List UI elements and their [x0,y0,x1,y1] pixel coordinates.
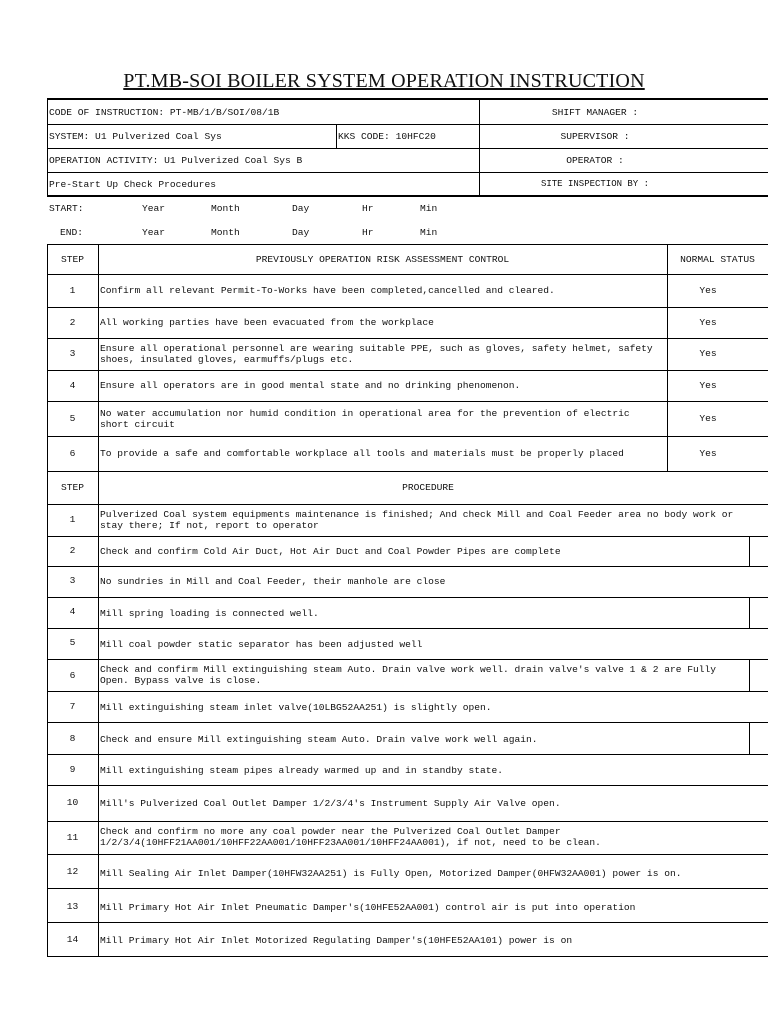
procedure-text: Mill spring loading is connected well. [100,608,319,619]
procedure-text: Pulverized Coal system equipments maintenance is finished; And check Mill and Coal Feeder area no body work or stay there; If not, report to operator [100,509,734,531]
start-month: Month [211,203,240,214]
risk-control-text: Ensure all operators are in good mental state and no drinking phenomenon. [100,380,521,391]
operator-label: OPERATOR : [566,155,624,166]
procedure-text: Check and ensure Mill extinguishing steam Auto. Drain valve work well again. [100,734,538,745]
risk-status-value: Yes [699,348,717,359]
procedure-step-number: 4 [69,606,76,617]
start-year: Year [142,203,166,214]
procedure-text: No sundries in Mill and Coal Feeder, their manhole are close [100,576,446,587]
procedure-step-number: 13 [66,901,79,912]
divider [47,172,768,173]
code-of-instruction: CODE OF INSTRUCTION: PT-MB/1/B/SOI/08/1B [49,107,280,118]
risk-step-header: STEP [60,254,85,265]
risk-step-number: 6 [69,448,76,459]
procedure-name: Pre-Start Up Check Procedures [49,179,216,190]
procedure-step-number: 12 [66,866,79,877]
divider [47,338,768,339]
divider [47,148,768,149]
divider [47,922,768,923]
divider [47,436,768,437]
divider [749,722,750,754]
start-label: START: [49,203,84,214]
divider [47,628,768,629]
procedure-text: Mill Sealing Air Inlet Damper(10HFW32AA251) is Fully Open, Motorized Damper(0HFW32AA001) power is on. [100,868,682,879]
risk-control-text: Confirm all relevant Permit-To-Works have been completed,cancelled and cleared. [100,285,555,296]
divider [47,659,768,660]
risk-control-header: PREVIOUSLY OPERATION RISK ASSESSMENT CONTROL [255,254,510,265]
risk-control-text: All working parties have been evacuated from the workplace [100,317,434,328]
end-year: Year [142,227,166,238]
start-min: Min [420,203,438,214]
end-month: Month [211,227,240,238]
divider [47,854,768,855]
procedure-text: Mill coal powder static separator has been adjusted well [100,639,423,650]
procedure-header: PROCEDURE [402,482,454,493]
divider [749,597,750,629]
divider [47,504,768,505]
procedure-step-number: 7 [69,701,76,712]
divider [47,566,768,567]
header-top-border [47,98,768,100]
end-hr: Hr [362,227,374,238]
procedure-step-number: 5 [69,637,76,648]
risk-step-number: 3 [69,348,76,359]
divider [749,536,750,567]
procedure-step-number: 1 [69,514,76,525]
risk-status-value: Yes [699,448,717,459]
end-label: END: [60,227,84,238]
procedure-text: Mill Primary Hot Air Inlet Pneumatic Damper's(10HFE52AA001) control air is put into operation [100,902,636,913]
procedure-step-number: 10 [66,797,79,808]
divider [47,195,768,197]
procedure-text: Check and confirm no more any coal powder near the Pulverized Coal Outlet Damper 1/2/3/4(10HFF21AA001/10HFF22AA001/10HFF23AA001/10HFF24AA001), if not, need to be clean. [100,826,601,848]
divider [47,691,768,692]
procedure-text: Mill's Pulverized Coal Outlet Damper 1/2/3/4's Instrument Supply Air Valve open. [100,798,561,809]
end-min: Min [420,227,438,238]
procedure-text: Check and confirm Cold Air Duct, Hot Air Duct and Coal Powder Pipes are complete [100,546,561,557]
divider [47,124,768,125]
divider [47,597,768,598]
risk-step-number: 2 [69,317,76,328]
procedure-step-number: 11 [66,832,79,843]
procedure-step-number: 2 [69,545,76,556]
divider [47,754,768,755]
divider [749,659,750,691]
divider [47,98,48,196]
risk-control-text: Ensure all operational personnel are wearing suitable PPE, such as gloves, safety helmet, safety shoes, insulated gloves, earmuffs/plugs etc. [100,343,653,365]
divider [336,124,337,148]
divider [47,274,768,275]
site-inspection-label: SITE INSPECTION BY : [540,179,650,189]
procedure-step-number: 3 [69,575,76,586]
risk-step-number: 1 [69,285,76,296]
divider [47,722,768,723]
risk-status-value: Yes [699,380,717,391]
supervisor-label: SUPERVISOR : [560,131,630,142]
divider [47,888,768,889]
risk-status-header: NORMAL STATUS [680,254,755,265]
procedure-text: Check and confirm Mill extinguishing steam Auto. Drain valve work well. drain valve's valve 1 & 2 are Fully Open. Bypass valve is close. [100,664,717,686]
divider [47,471,48,957]
page-title: PT.MB-SOI BOILER SYSTEM OPERATION INSTRUCTION [123,70,645,92]
operation-activity-label: OPERATION ACTIVITY: U1 Pulverized Coal Sys B [49,155,303,166]
procedure-step-number: 9 [69,764,76,775]
start-hr: Hr [362,203,374,214]
risk-status-value: Yes [699,285,717,296]
kks-code-label: KKS CODE: 10HFC20 [338,131,436,142]
system-label: SYSTEM: U1 Pulverized Coal Sys [49,131,222,142]
risk-control-text: No water accumulation nor humid condition in operational area for the prevention of electric short circuit [100,408,630,430]
divider [47,471,768,472]
divider [47,821,768,822]
divider [47,401,768,402]
risk-control-text: To provide a safe and comfortable workplace all tools and materials must be properly placed [100,448,624,459]
risk-status-value: Yes [699,413,717,424]
procedure-step-number: 6 [69,670,76,681]
procedure-text: Mill extinguishing steam inlet valve(10LBG52AA251) is slightly open. [100,702,492,713]
procedure-step-number: 14 [66,934,79,945]
divider [98,244,99,472]
end-day: Day [292,227,310,238]
procedure-step-header: STEP [60,482,85,493]
procedure-step-number: 8 [69,733,76,744]
divider [47,244,768,245]
divider [98,471,99,957]
risk-step-number: 4 [69,380,76,391]
start-day: Day [292,203,310,214]
divider [47,307,768,308]
procedure-text: Mill extinguishing steam pipes already warmed up and in standby state. [100,765,504,776]
divider [47,785,768,786]
risk-status-value: Yes [699,317,717,328]
divider [47,536,768,537]
divider [47,370,768,371]
shift-manager-label: SHIFT MANAGER : [551,107,639,118]
risk-step-number: 5 [69,413,76,424]
procedure-text: Mill Primary Hot Air Inlet Motorized Regulating Damper's(10HFE52AA101) power is on [100,935,573,946]
divider [47,956,768,957]
